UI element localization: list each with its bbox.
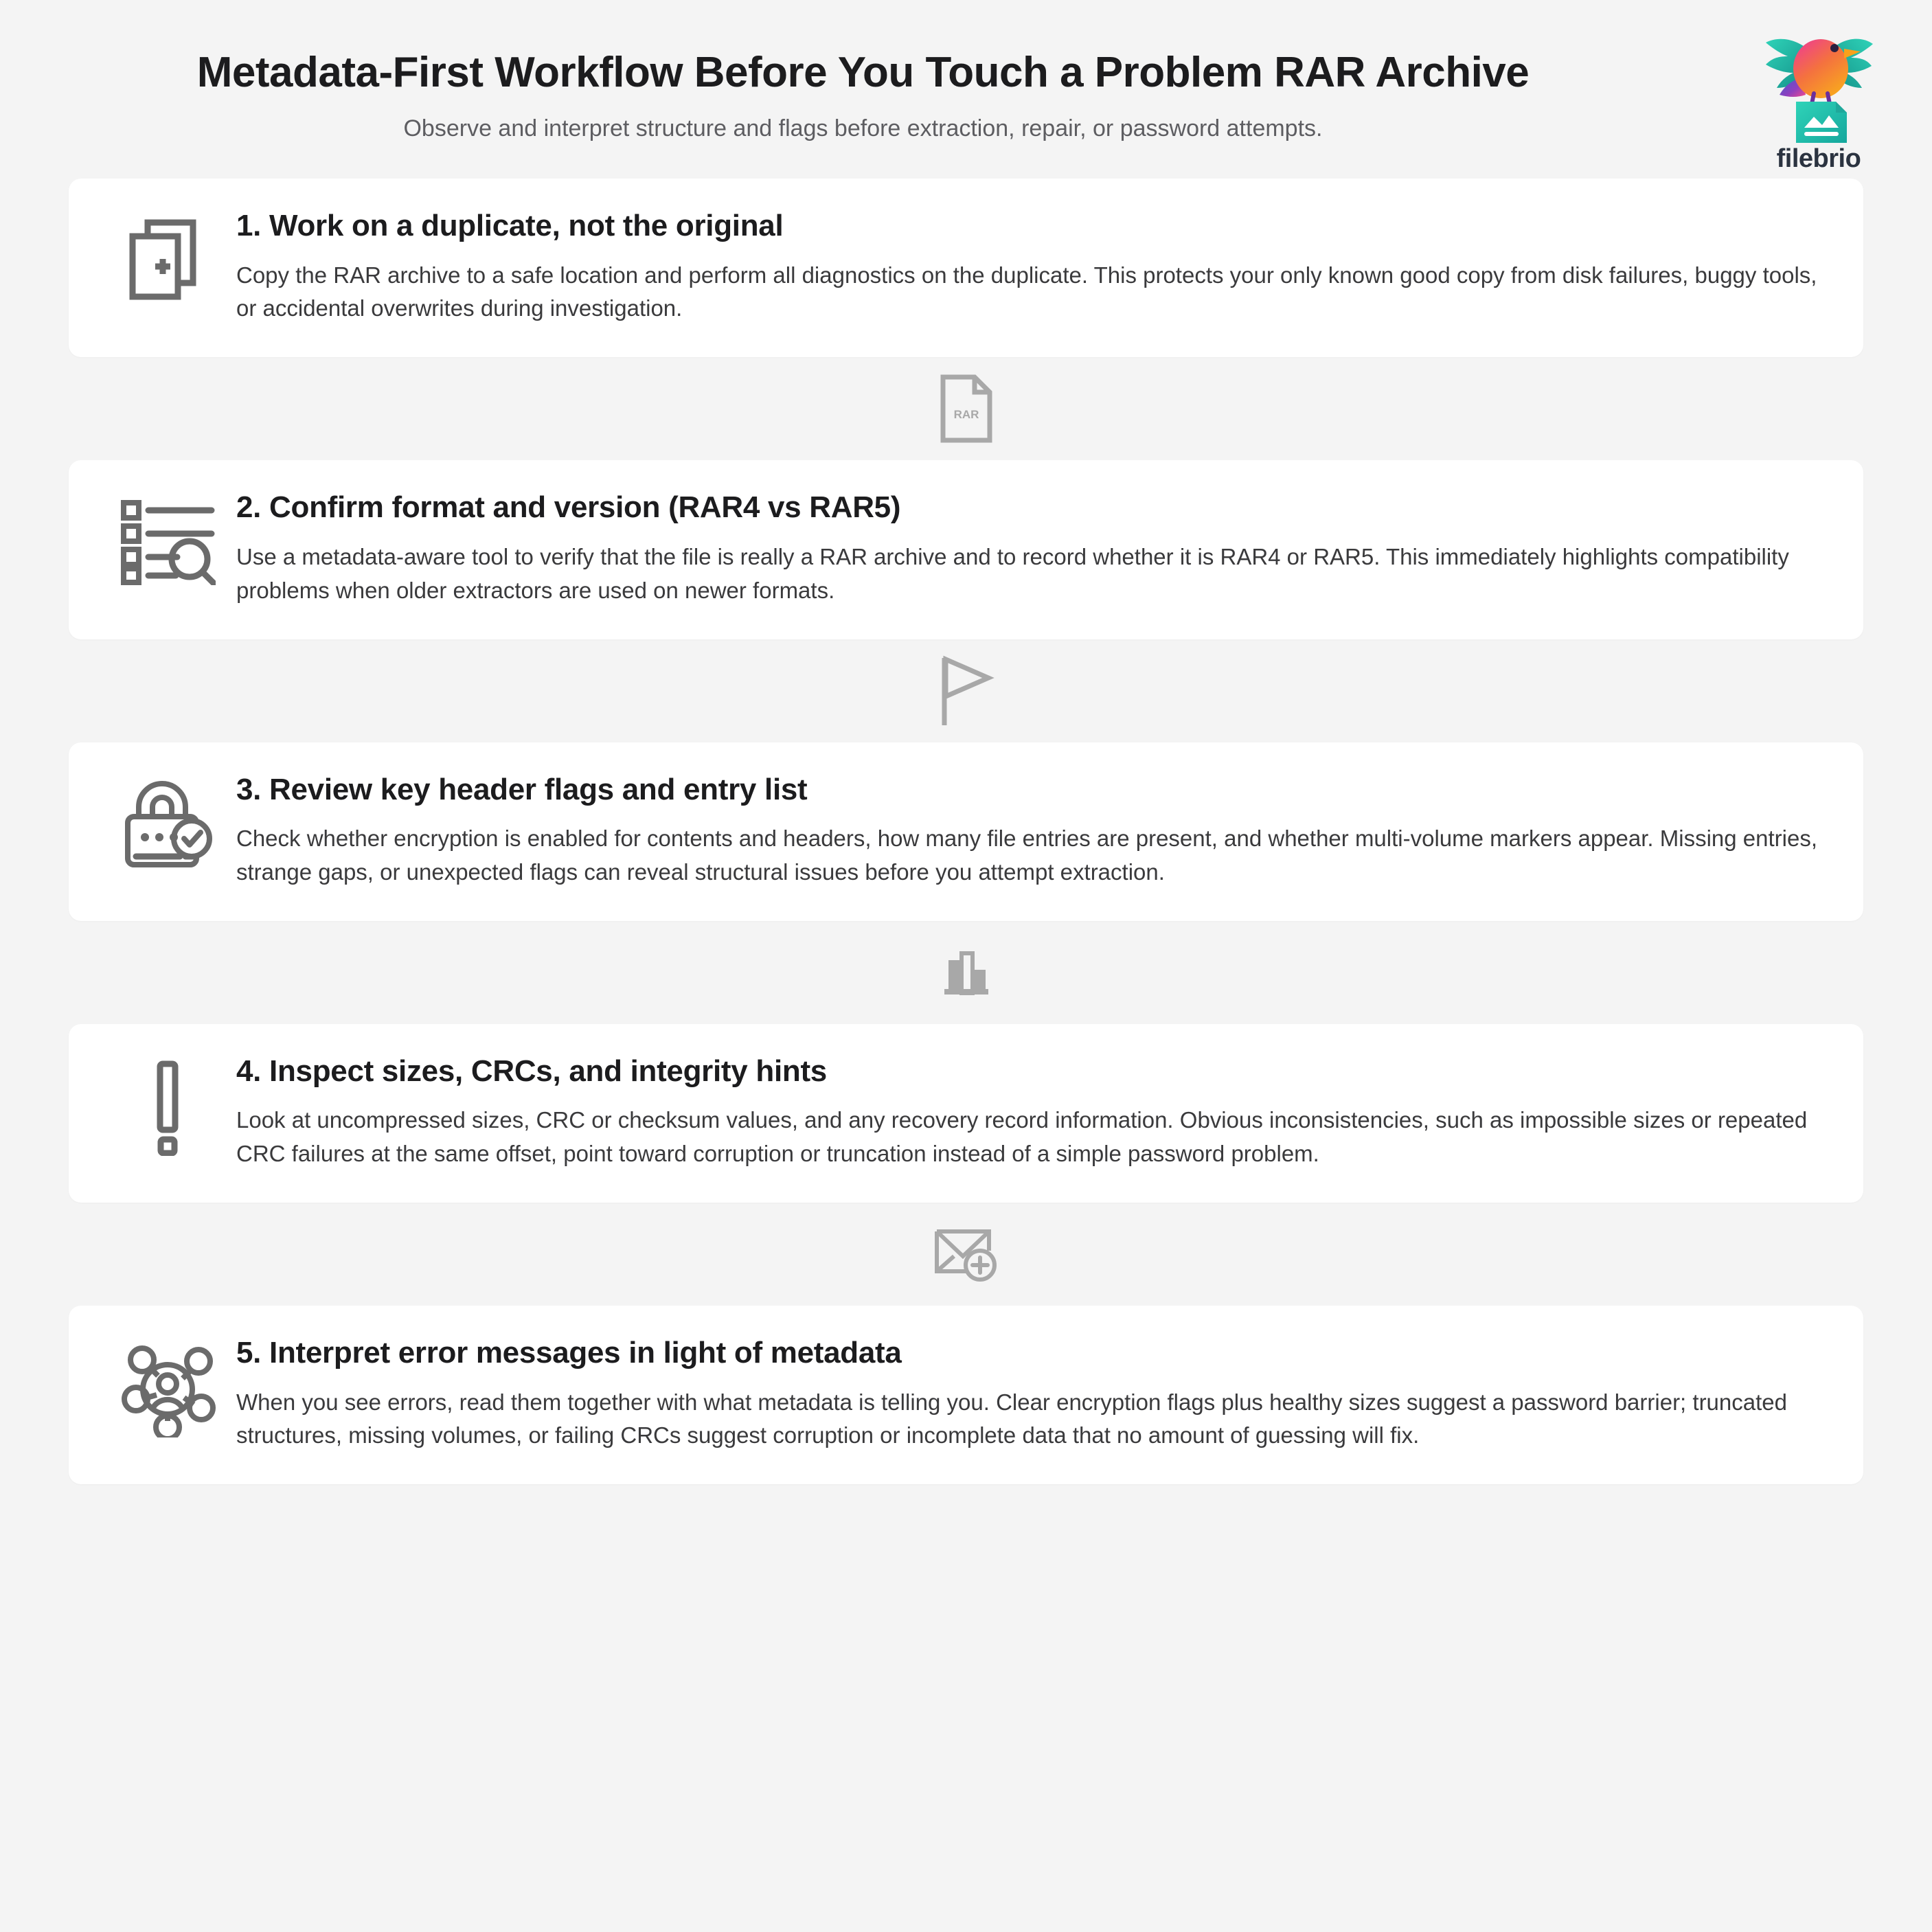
rar-file-icon [937,373,995,444]
page-subtitle: Observe and interpret structure and flags before extraction, repair, or password attempts. [403,115,1323,142]
step-3-text: Check whether encryption is enabled for contents and headers, how many file entries are present, and whether multi-volume markers appear. Missing entries, strange gaps, or unexpected flags can reveal structural issues before you attempt extraction. [236,826,1818,885]
step-3-icon-wrap [99,771,236,874]
rar-file-label: RAR [953,408,979,422]
page-header [0,0,1932,179]
envelope-plus-icon [933,1226,999,1282]
flag-icon [937,654,995,728]
step-4-body [236,1053,1822,1171]
padlock-verified-icon [120,778,216,874]
bar-chart-icon [939,945,994,1000]
step-2-title: 2. Confirm format and version (RAR4 vs RAR5) [236,490,901,525]
step-4-icon-wrap [99,1053,236,1156]
connector-3 [69,921,1863,1024]
connector-4 [69,1203,1863,1306]
step-2-body [236,489,1822,607]
brand-wordmark: filebrio [1776,144,1861,173]
step-2-icon-wrap [99,489,236,585]
brand-logo[interactable] [1747,19,1891,174]
step-2-text: Use a metadata-aware tool to verify that the file is really a RAR archive and to record whether it is RAR4 or RAR5. This immediately highlights compatibility problems when older extractors are used on newer formats. [236,543,1789,603]
connector-1 [69,357,1863,460]
step-4-text: Look at uncompressed sizes, CRC or checksum values, and any recovery record information. Obvious inconsistencies, such as impossible sizes or repeated CRC failures at the same offset, point toward corruption or truncation instead of a simple password problem. [236,1107,1808,1167]
step-1-text: Copy the RAR archive to a safe location and perform all diagnostics on the duplicate. This protects your only known good copy from disk failures, buggy tools, or accidental overwrites during investigation. [236,262,1817,321]
step-5-icon-wrap [99,1334,236,1437]
bird-on-image-file-logo-icon [1753,19,1884,143]
step-card-4[interactable] [69,1024,1863,1203]
steps-list [0,179,1932,1484]
step-1-icon-wrap [99,207,236,304]
step-3-body [236,771,1822,889]
step-1-title: 1. Work on a duplicate, not the original [236,209,784,242]
step-card-5[interactable] [69,1306,1863,1484]
step-card-1[interactable] [69,179,1863,357]
step-5-text: When you see errors, read them together with what metadata is telling you. Clear encryption flags plus healthy sizes suggest a password barrier; truncated structures, missing volumes, or failing CRCs suggest corruption or incomplete data that no amount of guessing will fix. [236,1389,1787,1448]
step-card-2[interactable] [69,460,1863,639]
step-card-3[interactable] [69,742,1863,921]
network-hub-person-icon [120,1341,216,1437]
step-5-title: 5. Interpret error messages in light of metadata [236,1336,902,1370]
page-title: Metadata-First Workflow Before You Touch a Problem RAR Archive [196,49,1530,96]
connector-2 [69,639,1863,742]
exclamation-mark-icon [147,1060,188,1156]
duplicate-copy-icon [123,214,212,304]
step-5-body [236,1334,1822,1453]
step-1-body [236,207,1822,326]
step-4-title: 4. Inspect sizes, CRCs, and integrity hints [236,1054,827,1088]
step-3-title: 3. Review key header flags and entry list [236,772,808,806]
list-search-icon [120,496,216,585]
